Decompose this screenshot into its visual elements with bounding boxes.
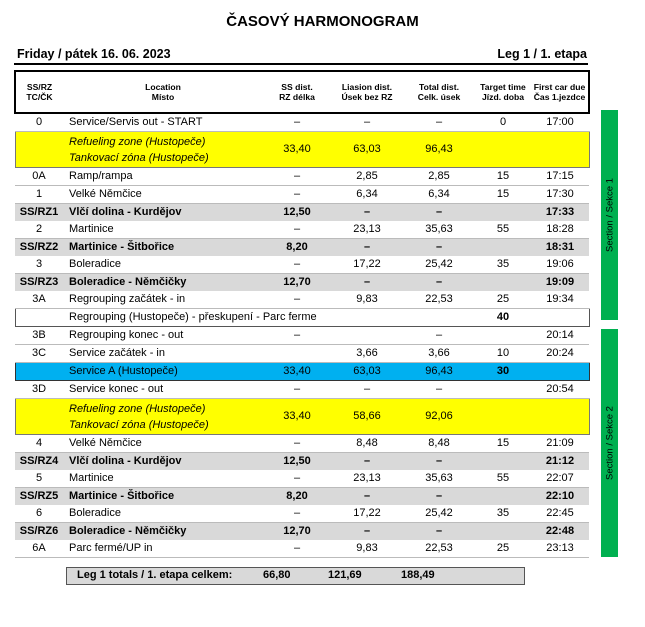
first-car-cell: 17:33 [531, 204, 589, 222]
table-row [15, 381, 589, 399]
target-cell: 10 [475, 345, 531, 363]
table-row [15, 113, 589, 132]
tc-cell [15, 363, 63, 381]
location-cell: Vlčí dolina - Kurdějov [63, 453, 263, 471]
target-cell [475, 381, 531, 399]
target-cell: 55 [475, 221, 531, 239]
tc-cell [15, 309, 63, 327]
location-cell [63, 399, 263, 435]
total-cell: 35,63 [403, 470, 475, 488]
refuel-row [15, 399, 589, 435]
ss-dist-cell: – [263, 256, 331, 274]
target-cell [475, 274, 531, 292]
location-cz: Tankovací zóna (Hustopeče) [69, 418, 209, 431]
regroup-row [15, 309, 589, 327]
target-cell [475, 204, 531, 222]
tc-cell: SS/RZ2 [15, 239, 63, 257]
location-cell: Regrouping (Hustopeče) - přeskupení - Parc ferme [63, 309, 475, 327]
schedule-table [14, 70, 590, 558]
target-cell: 0 [475, 113, 531, 132]
total-cell: – [403, 113, 475, 132]
table-row [15, 470, 589, 488]
first-car-cell: 20:54 [531, 381, 589, 399]
header-rule [14, 63, 588, 65]
ss-dist-cell: – [263, 540, 331, 558]
section-2-bar [601, 329, 618, 557]
first-car-cell: 19:06 [531, 256, 589, 274]
stage-row [15, 488, 589, 506]
target-cell [475, 523, 531, 541]
section-2-label: Section / Sekce 2 [604, 406, 615, 480]
first-car-cell: 19:34 [531, 291, 589, 309]
ss-dist-cell: 8,20 [263, 239, 331, 257]
first-car-cell [531, 132, 589, 168]
liaison-cell: – [331, 453, 403, 471]
total-cell: 2,85 [403, 168, 475, 186]
location-cell: Boleradice - Němčičky [63, 274, 263, 292]
target-cell: 40 [475, 309, 531, 327]
location-cell [63, 132, 263, 168]
header-first-car: First car due Čas 1.jezdce [531, 71, 589, 113]
location-cell: Service konec - out [63, 381, 263, 399]
total-cell: – [403, 488, 475, 506]
tc-cell: 3B [15, 327, 63, 345]
liaison-cell: – [331, 488, 403, 506]
table-row [15, 221, 589, 239]
first-car-cell: 18:28 [531, 221, 589, 239]
first-car-cell: 18:31 [531, 239, 589, 257]
tc-cell: 3 [15, 256, 63, 274]
table-row [15, 435, 589, 453]
ss-dist-cell: 12,50 [263, 204, 331, 222]
first-car-cell [531, 399, 589, 435]
ss-dist-cell: – [263, 221, 331, 239]
ss-dist-cell: 12,50 [263, 453, 331, 471]
total-cell: – [403, 453, 475, 471]
ss-dist-cell: 12,70 [263, 523, 331, 541]
table-row [15, 291, 589, 309]
tc-cell [15, 132, 63, 168]
totals-label: Leg 1 totals / 1. etapa celkem: [77, 569, 233, 581]
header-target: Target time Jízd. doba [475, 71, 531, 113]
totals-bar [66, 567, 525, 585]
total-cell: – [403, 523, 475, 541]
table-row [15, 540, 589, 558]
ss-dist-cell: – [263, 113, 331, 132]
first-car-cell: 22:48 [531, 523, 589, 541]
target-cell: 55 [475, 470, 531, 488]
table-row [15, 327, 589, 345]
total-cell: – [403, 327, 475, 345]
tc-cell: 3D [15, 381, 63, 399]
header-ss-dist: SS dist. RZ délka [263, 71, 331, 113]
liaison-cell: 9,83 [331, 540, 403, 558]
location-cell: Velké Němčice [63, 435, 263, 453]
total-cell: 25,42 [403, 505, 475, 523]
table-row [15, 505, 589, 523]
target-cell [475, 453, 531, 471]
tc-cell [15, 399, 63, 435]
table-row [15, 168, 589, 186]
location-cell: Martinice - Šitbořice [63, 488, 263, 506]
first-car-cell: 17:30 [531, 186, 589, 204]
liaison-cell: 3,66 [331, 345, 403, 363]
liaison-cell: 17,22 [331, 256, 403, 274]
location-cell: Boleradice [63, 505, 263, 523]
location-cell: Martinice [63, 470, 263, 488]
liaison-cell: 8,48 [331, 435, 403, 453]
total-cell: 25,42 [403, 256, 475, 274]
totals-total: 188,49 [401, 569, 435, 581]
tc-cell: SS/RZ6 [15, 523, 63, 541]
target-cell: 35 [475, 505, 531, 523]
first-car-cell: 22:45 [531, 505, 589, 523]
first-car-cell: 17:15 [531, 168, 589, 186]
ss-dist-cell: – [263, 291, 331, 309]
liaison-cell: 23,13 [331, 470, 403, 488]
location-cell: Service začátek - in [63, 345, 263, 363]
stage-row [15, 239, 589, 257]
first-car-cell: 23:13 [531, 540, 589, 558]
liaison-cell: 63,03 [331, 363, 403, 381]
ss-dist-cell: 33,40 [263, 363, 331, 381]
location-cell: Parc fermé/UP in [63, 540, 263, 558]
target-cell: 25 [475, 291, 531, 309]
target-cell [475, 132, 531, 168]
location-cell: Martinice - Šitbořice [63, 239, 263, 257]
ss-dist-cell: – [263, 435, 331, 453]
total-cell: 35,63 [403, 221, 475, 239]
target-cell: 30 [475, 363, 531, 381]
location-cz: Tankovací zóna (Hustopeče) [69, 151, 209, 164]
service-row [15, 363, 589, 381]
location-en: Refueling zone (Hustopeče) [69, 402, 206, 415]
first-car-cell: 20:24 [531, 345, 589, 363]
section-1-bar [601, 110, 618, 320]
liaison-cell: – [331, 274, 403, 292]
page-title: ČASOVÝ HARMONOGRAM [226, 13, 419, 30]
first-car-cell: 21:09 [531, 435, 589, 453]
liaison-cell: 17,22 [331, 505, 403, 523]
total-cell: – [403, 204, 475, 222]
total-cell: 8,48 [403, 435, 475, 453]
location-cell: Regrouping konec - out [63, 327, 263, 345]
liaison-cell: 6,34 [331, 186, 403, 204]
location-cell: Ramp/rampa [63, 168, 263, 186]
ss-dist-cell: – [263, 186, 331, 204]
liaison-cell: – [331, 381, 403, 399]
tc-cell: 3A [15, 291, 63, 309]
target-cell [475, 239, 531, 257]
tc-cell: 4 [15, 435, 63, 453]
total-cell: 96,43 [403, 363, 475, 381]
total-cell: 6,34 [403, 186, 475, 204]
tc-cell: 3C [15, 345, 63, 363]
ss-dist-cell [263, 345, 331, 363]
target-cell: 15 [475, 435, 531, 453]
ss-dist-cell: 12,70 [263, 274, 331, 292]
first-car-cell: 17:00 [531, 113, 589, 132]
ss-dist-cell: 33,40 [263, 399, 331, 435]
liaison-cell: 9,83 [331, 291, 403, 309]
header-tc: SS/RZ TC/ČK [15, 71, 63, 113]
location-cell: Vlčí dolina - Kurdějov [63, 204, 263, 222]
ss-dist-cell: 33,40 [263, 132, 331, 168]
target-cell [475, 399, 531, 435]
table-row [15, 256, 589, 274]
target-cell: 15 [475, 186, 531, 204]
ss-dist-cell: 8,20 [263, 488, 331, 506]
total-cell: 3,66 [403, 345, 475, 363]
location-en: Refueling zone (Hustopeče) [69, 135, 206, 148]
location-cell: Service A (Hustopeče) [63, 363, 263, 381]
target-cell [475, 488, 531, 506]
stage-row [15, 523, 589, 541]
ss-dist-cell: – [263, 381, 331, 399]
total-cell: 22,53 [403, 291, 475, 309]
tc-cell: 1 [15, 186, 63, 204]
liaison-cell: – [331, 113, 403, 132]
tc-cell: 0 [15, 113, 63, 132]
total-cell: 92,06 [403, 399, 475, 435]
tc-cell: 0A [15, 168, 63, 186]
location-cell: Boleradice [63, 256, 263, 274]
total-cell: – [403, 274, 475, 292]
first-car-cell: 19:09 [531, 274, 589, 292]
tc-cell: SS/RZ5 [15, 488, 63, 506]
liaison-cell: 23,13 [331, 221, 403, 239]
stage-row [15, 204, 589, 222]
tc-cell: SS/RZ3 [15, 274, 63, 292]
section-1-label: Section / Sekce 1 [604, 178, 615, 252]
location-cell: Service/Servis out - START [63, 113, 263, 132]
location-cell: Martinice [63, 221, 263, 239]
first-car-cell: 22:07 [531, 470, 589, 488]
liaison-cell: 63,03 [331, 132, 403, 168]
totals-liaison: 121,69 [328, 569, 362, 581]
table-header [15, 71, 589, 113]
total-cell: – [403, 239, 475, 257]
target-cell: 25 [475, 540, 531, 558]
refuel-row [15, 132, 589, 168]
first-car-cell: 21:12 [531, 453, 589, 471]
tc-cell: SS/RZ1 [15, 204, 63, 222]
stage-row [15, 274, 589, 292]
location-cell: Velké Němčice [63, 186, 263, 204]
first-car-cell [531, 363, 589, 381]
table-row [15, 345, 589, 363]
first-car-cell: 22:10 [531, 488, 589, 506]
location-cell: Regrouping začátek - in [63, 291, 263, 309]
total-cell: – [403, 381, 475, 399]
tc-cell: 2 [15, 221, 63, 239]
stage-row [15, 453, 589, 471]
total-cell: 96,43 [403, 132, 475, 168]
total-cell: 22,53 [403, 540, 475, 558]
tc-cell: 5 [15, 470, 63, 488]
liaison-cell: – [331, 523, 403, 541]
target-cell: 35 [475, 256, 531, 274]
location-cell: Boleradice - Němčičky [63, 523, 263, 541]
first-car-cell: 20:14 [531, 327, 589, 345]
liaison-cell [331, 327, 403, 345]
ss-dist-cell: – [263, 168, 331, 186]
tc-cell: SS/RZ4 [15, 453, 63, 471]
header-total: Total dist. Celk. úsek [403, 71, 475, 113]
first-car-cell [531, 309, 589, 327]
totals-ss: 66,80 [263, 569, 291, 581]
target-cell [475, 327, 531, 345]
ss-dist-cell: – [263, 327, 331, 345]
liaison-cell: 2,85 [331, 168, 403, 186]
liaison-cell: – [331, 204, 403, 222]
target-cell: 15 [475, 168, 531, 186]
header-location: Location Místo [63, 71, 263, 113]
table-row [15, 186, 589, 204]
date-label: Friday / pátek 16. 06. 2023 [17, 47, 171, 61]
header-liaison: Liasion dist. Úsek bez RZ [331, 71, 403, 113]
leg-label: Leg 1 / 1. etapa [497, 47, 587, 61]
tc-cell: 6A [15, 540, 63, 558]
tc-cell: 6 [15, 505, 63, 523]
ss-dist-cell: – [263, 470, 331, 488]
liaison-cell: – [331, 239, 403, 257]
ss-dist-cell: – [263, 505, 331, 523]
liaison-cell: 58,66 [331, 399, 403, 435]
